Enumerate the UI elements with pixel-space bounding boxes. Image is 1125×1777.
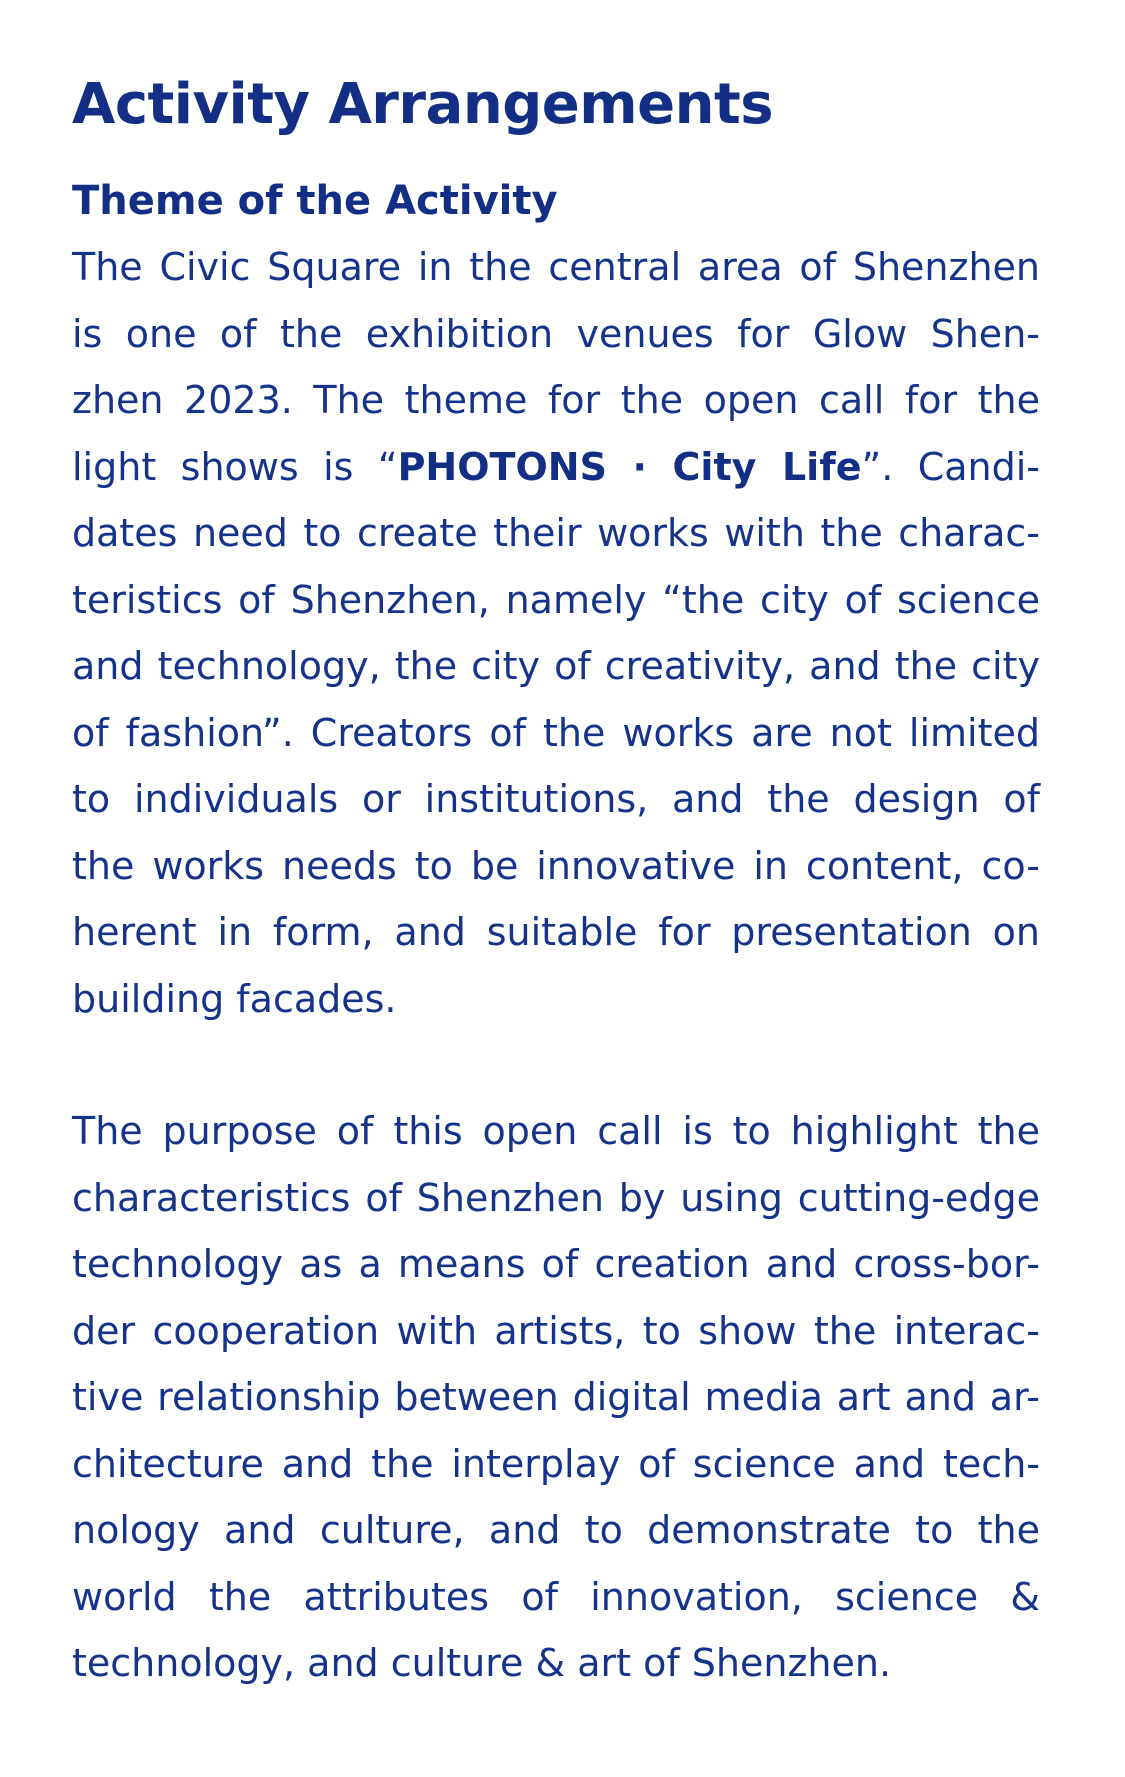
- purpose-paragraph: [72, 1098, 1040, 1697]
- paragraph-line: The Civic Square in the central area of Shenzhen: [72, 245, 1040, 289]
- paragraph-line-with-highlight: [72, 434, 1040, 501]
- paragraph-line: and technology, the city of creativity, and the city: [72, 644, 1040, 688]
- paragraph-line: is one of the exhibition venues for Glow Shen-: [72, 311, 1040, 356]
- paragraph-line: zhen 2023. The theme for the open call for the: [72, 378, 1040, 422]
- paragraph-line: dates need to create their works with the charac-: [72, 511, 1040, 555]
- document-page: [72, 70, 1040, 1697]
- paragraph-line: tive relationship between digital media art and ar-: [72, 1375, 1040, 1419]
- paragraph-line: der cooperation with artists, to show the interac-: [72, 1308, 1040, 1353]
- paragraph-text: light shows is “: [72, 444, 398, 489]
- paragraph-line: of fashion”. Creators of the works are not limited: [72, 710, 1040, 755]
- paragraph-line: technology as a means of creation and cross-bor-: [72, 1242, 1040, 1286]
- page-title: Activity Arrangements: [72, 72, 774, 137]
- section-subtitle: Theme of the Activity: [72, 178, 558, 224]
- paragraph-line: building facades.: [72, 976, 397, 1021]
- paragraph-line: teristics of Shenzhen, namely “the city of science: [72, 577, 1040, 622]
- paragraph-line: world the attributes of innovation, science &: [72, 1574, 1040, 1619]
- highlight-theme-text: PHOTONS · City Life: [397, 444, 862, 489]
- paragraph-line: The purpose of this open call is to highlight the: [72, 1109, 1040, 1153]
- paragraph-line: herent in form, and suitable for presentation on: [72, 910, 1040, 954]
- paragraph-line: technology, and culture & art of Shenzhen.: [72, 1641, 892, 1685]
- paragraph-line: the works needs to be innovative in content, co-: [72, 843, 1040, 888]
- theme-paragraph: [72, 234, 1040, 1032]
- paragraph-line: chitecture and the interplay of science and tech-: [72, 1441, 1040, 1486]
- paragraph-line: to individuals or institutions, and the design of: [72, 777, 1040, 821]
- paragraph-line: nology and culture, and to demonstrate to the: [72, 1508, 1040, 1552]
- paragraph-line: characteristics of Shenzhen by using cutting-edge: [72, 1175, 1040, 1220]
- paragraph-text: ”. Candi-: [861, 444, 1041, 489]
